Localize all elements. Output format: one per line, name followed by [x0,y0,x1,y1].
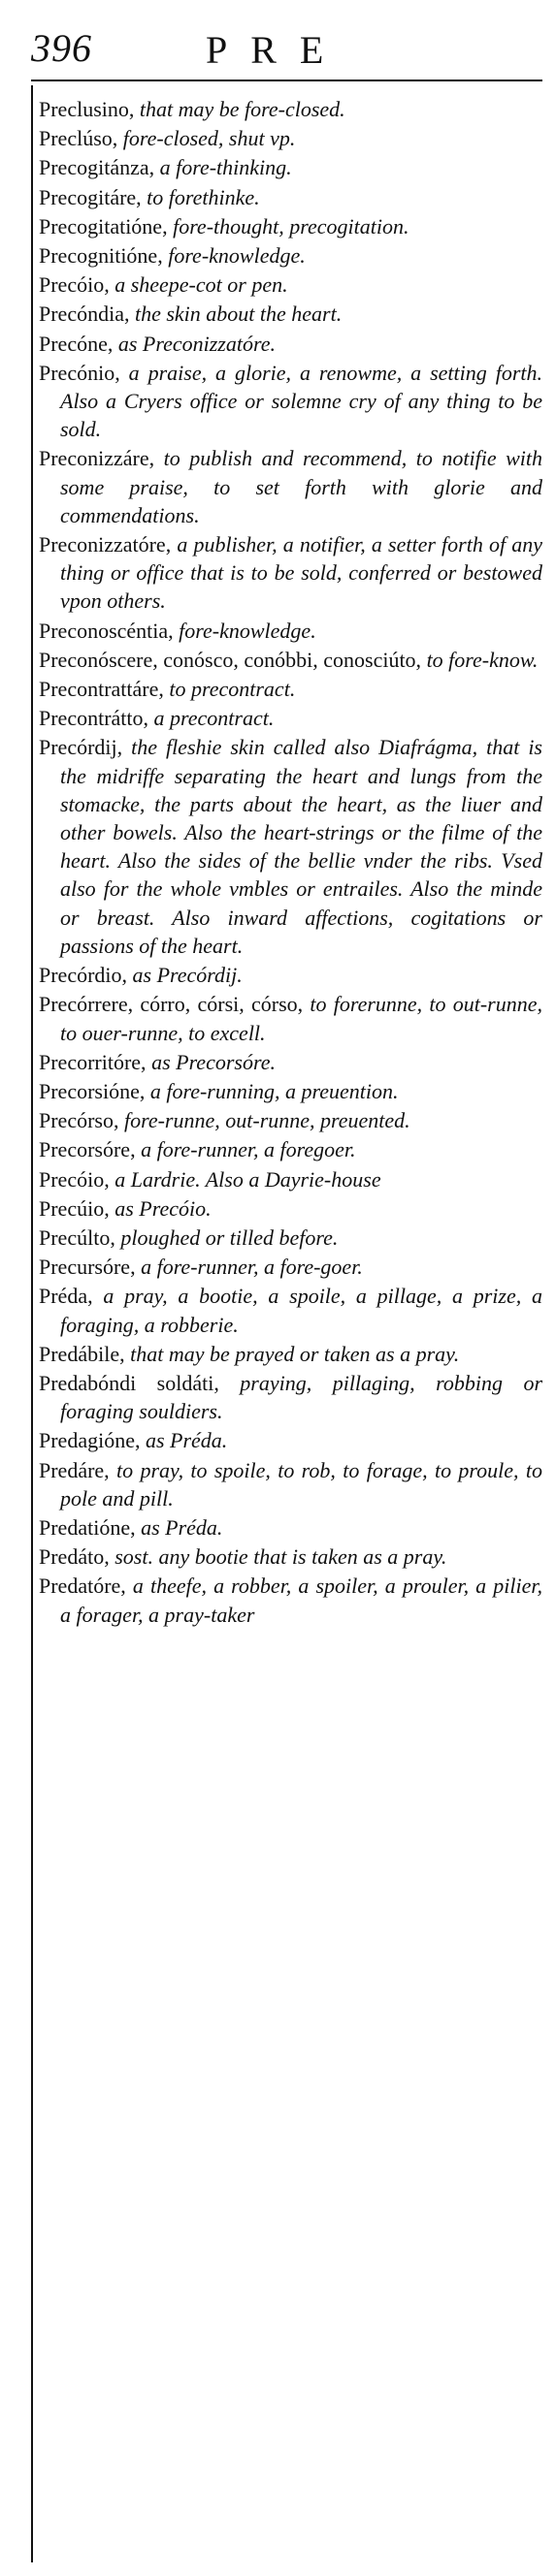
dictionary-entry [39,183,542,211]
dictionary-entry [39,1340,542,1368]
entry-definition: a fore-running, a preuention. [145,1078,399,1103]
entry-headword: Predáto, [39,1544,110,1570]
dictionary-entry [39,733,542,960]
entry-headword: Precogitatióne, [39,213,168,239]
entry-headword: Precognitióne, [39,243,163,269]
entry-definition: to forerunne, to out-runne, to ouer-runne, to excell. [60,992,543,1045]
dictionary-entry [39,95,542,123]
dictionary-entry [39,1456,542,1512]
entry-definition: a fore-thinking. [154,155,292,180]
entry-definition: fore-knowledge. [162,243,306,269]
dictionary-entry [39,1165,542,1193]
entry-headword: Precórso, [39,1108,119,1133]
entry-definition: fore-thought, precogitation. [167,213,409,239]
entry-definition: a pray, a bootie, a spoile, a pillage, a prize, a foraging, a robberie. [60,1284,542,1337]
entry-definition: a publisher, a notifier, a setter forth of any thing or office that is to be sold, conferred or bestowed vpon others. [60,532,542,614]
entry-headword: Precontrátto, [39,706,149,731]
dictionary-entry [39,124,542,152]
dictionary-entry [39,1426,542,1454]
dictionary-entry [39,617,542,645]
entry-headword: Preclusino, [39,97,135,121]
dictionary-entry [39,330,542,358]
page-number: 396 [31,26,92,70]
entry-definition: as Precóio. [109,1195,212,1221]
entry-definition: sost. any bootie that is taken as a pray. [109,1544,447,1570]
entry-headword: Precorsióne, [39,1078,146,1103]
entry-headword: Precursóre, [39,1255,136,1280]
entry-definition: a fore-runner, a fore-goer. [135,1255,363,1280]
entry-definition: fore-knowledge. [173,618,316,643]
entry-definition: to pray, to spoile, to rob, to forage, to proule, to pole and pill. [60,1457,542,1511]
dictionary-entry [39,1077,542,1105]
entry-headword: Préda, [39,1284,93,1309]
dictionary-entry [39,1253,542,1281]
entry-headword: Precorritóre, [39,1049,147,1074]
entry-definition: that may be prayed or taken as a pray. [124,1341,460,1366]
entry-headword: Precóio, [39,1166,110,1192]
entry-headword: Precórrere, córro, córsi, córso, [39,992,304,1017]
entry-headword: Precóndia, [39,302,130,327]
entry-headword: Preconoscéntia, [39,618,174,643]
entry-definition: fore-runne, out-runne, preuented. [118,1108,410,1133]
dictionary-entry [39,1369,542,1425]
entry-definition: a Lardrie. Also a Dayrie-house [109,1166,381,1192]
dictionary-entry [39,646,542,674]
entry-definition: the fleshie skin called also Diafrágma, that is the midriffe separating the heart and lungs from the stomacke, the parts about the heart, as the liuer and other bowels. Also the heart-strings or the filme of the heart. Also the sides of the bellie vnder the ribs. Vsed also for the whole vmbles or entrailes. Also the minde or breast. Also inward affections, cogitations or passions of the heart. [60,735,542,958]
entry-definition: the skin about the heart. [129,302,343,327]
entry-definition: to publish and recommend, to notifie with some praise, to set forth with glorie and commendations. [60,446,542,527]
dictionary-entry [39,270,542,299]
dictionary-entry [39,1194,542,1223]
entry-definition: as Préda. [140,1428,228,1453]
entry-definition: as Préda. [135,1514,223,1540]
entry-headword: Precorsóre, [39,1137,136,1162]
dictionary-entry [39,675,542,703]
entry-headword: Predatióne, [39,1514,136,1540]
dictionary-entry [39,961,542,989]
entry-definition: to precontract. [163,677,296,702]
entry-definition: praying, pillaging, robbing or foraging souldiers. [60,1370,543,1424]
entry-headword: Predábile, [39,1341,125,1366]
dictionary-entry [39,1572,542,1628]
running-head: PRE [206,28,347,72]
page-header [31,25,542,81]
entry-definition: to fore-know. [421,647,539,672]
entry-definition: as Precórdij. [127,963,243,988]
entry-headword: Precórdio, [39,963,128,988]
entry-definition: to forethinke. [141,184,260,209]
entry-headword: Predáre, [39,1457,110,1482]
entry-headword: Preconizzatóre, [39,532,172,557]
dictionary-entry [39,1542,542,1571]
entry-definition: as Preconizzatóre. [113,331,276,356]
dictionary-entry [39,1513,542,1542]
entry-headword: Precogitáre, [39,184,142,209]
entry-definition: a fore-runner, a foregoer. [135,1137,356,1162]
entry-headword: Predatóre, [39,1574,126,1599]
entry-definition: a sheepe-cot or pen. [109,272,288,298]
entry-headword: Precontrattáre, [39,677,164,702]
dictionary-entry [39,1106,542,1134]
entry-headword: Precóne, [39,331,114,356]
entry-column [31,85,542,2562]
entry-headword: Predabóndi soldáti, [39,1370,219,1395]
entry-definition: as Precorsóre. [146,1049,276,1074]
dictionary-entry [39,153,542,181]
entry-headword: Precónio, [39,360,120,385]
entry-headword: Preclúso, [39,126,118,151]
entry-definition: that may be fore-closed. [134,97,345,121]
entry-headword: Precóio, [39,272,110,298]
entry-headword: Precúio, [39,1195,110,1221]
dictionary-entry [39,1224,542,1252]
dictionary-entry [39,444,542,529]
entry-definition: ploughed or tilled before. [114,1224,339,1250]
entry-headword: Preconizzáre, [39,446,155,471]
dictionary-entry [39,359,542,444]
entry-headword: Precórdij, [39,735,123,760]
entry-headword: Preconóscere, conósco, conóbbi, conosciúto, [39,647,422,672]
dictionary-entry [39,212,542,240]
entry-definition: a theefe, a robber, a spoiler, a prouler, a pilier, a forager, a pray-taker [60,1574,542,1627]
dictionary-entry [39,1135,542,1163]
entry-definition: fore-closed, shut vp. [117,126,296,151]
dictionary-entry [39,300,542,328]
dictionary-entry [39,1048,542,1076]
dictionary-entry [39,704,542,732]
entry-headword: Precúlto, [39,1224,115,1250]
dictionary-entry [39,990,542,1046]
entry-definition: a praise, a glorie, a renowme, a setting forth. Also a Cryers office or solemne cry of any thing to be sold. [60,360,542,442]
dictionary-entry [39,241,542,270]
dictionary-entry [39,1282,542,1338]
entry-headword: Predagióne, [39,1428,141,1453]
dictionary-entry [39,530,542,616]
entry-definition: a precontract. [148,706,275,731]
entry-headword: Precogitánza, [39,155,155,180]
